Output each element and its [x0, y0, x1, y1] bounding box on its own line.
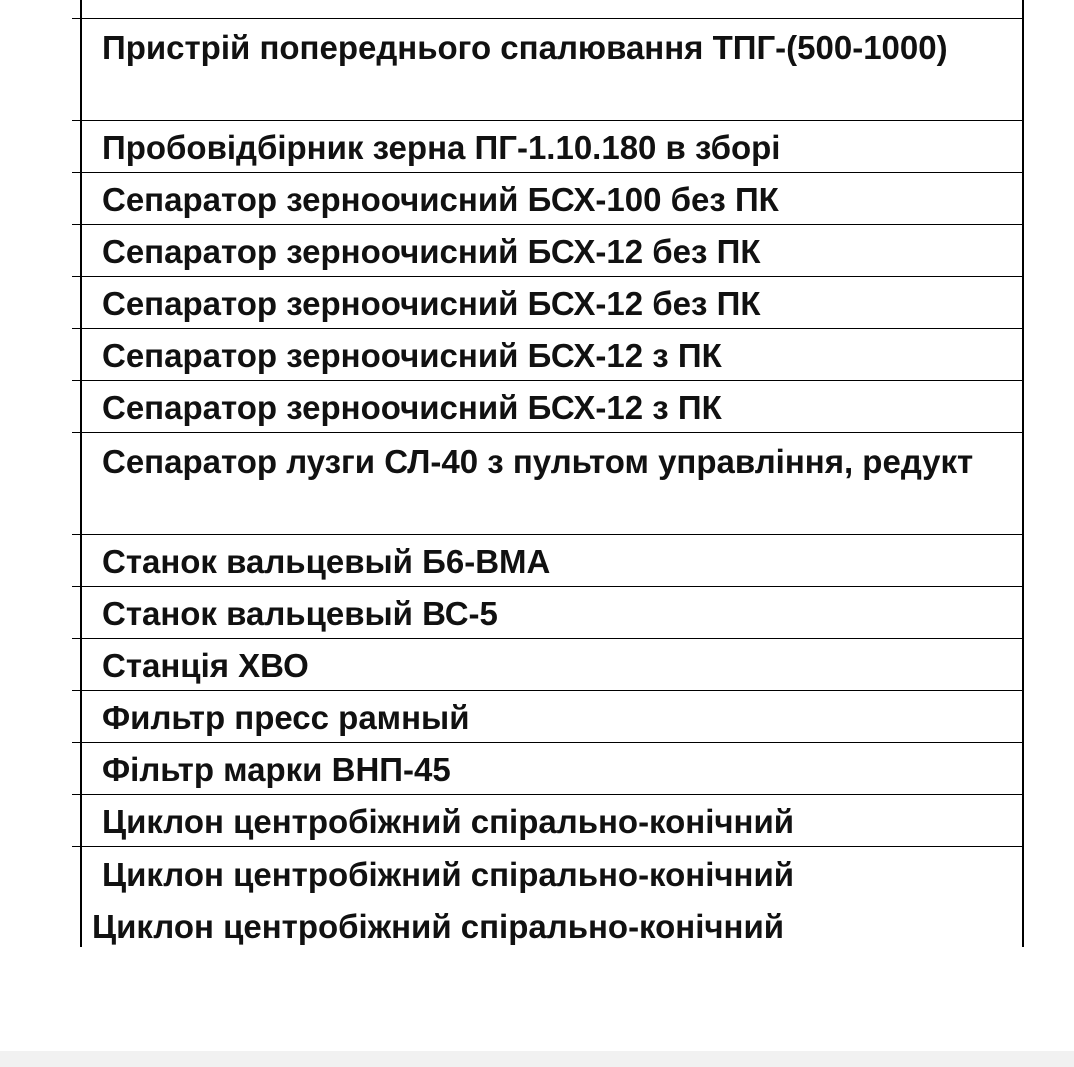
cell-text: Сепаратор зерноочисний БСХ-12 без ПК [102, 285, 761, 322]
table-row[interactable] [72, 329, 1022, 381]
cell-text: Сепаратор зерноочисний БСХ-100 без ПК [102, 181, 779, 218]
cell-text: Сепаратор зерноочисний БСХ-12 без ПК [102, 233, 761, 270]
table-row[interactable] [72, 743, 1022, 795]
equipment-table [80, 0, 1024, 947]
table-row[interactable] [72, 433, 1022, 535]
table-row[interactable] [72, 639, 1022, 691]
cell-text: Станок вальцевый Б6-ВМА [102, 543, 551, 580]
cell-text: Фільтр марки ВНП-45 [102, 751, 451, 788]
table-row[interactable] [72, 535, 1022, 587]
table-row[interactable] [72, 691, 1022, 743]
table-row[interactable] [72, 795, 1022, 847]
cell-text: Фильтр пресс рамный [102, 699, 470, 736]
table-row[interactable] [72, 19, 1022, 121]
cell-text: Циклон центробіжний спірально-конічний [102, 803, 795, 840]
table-row[interactable] [72, 225, 1022, 277]
cell-text: Пристрій попереднього спалювання ТПГ-(500-1000) [102, 29, 948, 66]
cell-text: Станція ХВО [102, 647, 309, 684]
table-row[interactable] [72, 0, 1022, 19]
table-row[interactable] [72, 277, 1022, 329]
cell-text: Сепаратор зерноочисний БСХ-12 з ПК [102, 337, 722, 374]
table-row[interactable] [72, 381, 1022, 433]
cell-text: Станок вальцевый ВС-5 [102, 595, 498, 632]
cell-text: Циклон центробіжний спірально-конічний Циклон центробіжний спірально-конічний [92, 856, 795, 945]
table-row[interactable] [72, 847, 1022, 947]
cell-text: Сепаратор лузги СЛ-40 з пультом управління, редукт [102, 443, 974, 480]
cell-text: Пробовідбірник зерна ПГ-1.10.180 в зборі [102, 129, 781, 166]
cell-text: Сепаратор зерноочисний БСХ-12 з ПК [102, 389, 722, 426]
viewer-bottom-bar [0, 1051, 1074, 1067]
table-row[interactable] [72, 173, 1022, 225]
table-row[interactable] [72, 121, 1022, 173]
table-row[interactable] [72, 587, 1022, 639]
